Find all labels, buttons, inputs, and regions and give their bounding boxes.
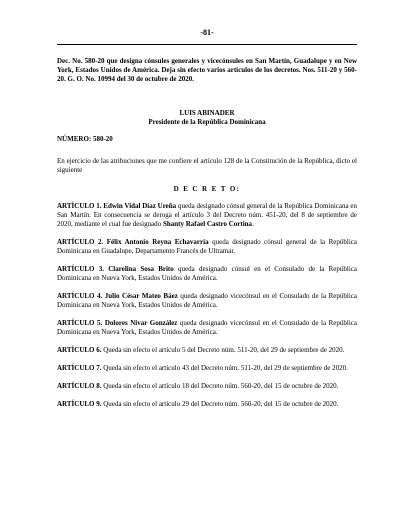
article-label: ARTÍCULO 9. xyxy=(57,400,102,408)
article-label: ARTÍCULO 7. xyxy=(57,364,102,372)
document-page xyxy=(57,0,357,409)
article-6 xyxy=(57,346,357,355)
article-name: Dolores Nivar González xyxy=(104,319,178,327)
article-name: Clarelina Sosa Brito xyxy=(108,265,174,273)
article-7 xyxy=(57,364,357,373)
article-text: Queda sin efecto el artículo 43 del Decreto núm. 511-20, del 29 de septiembre de 2020. xyxy=(101,364,348,372)
article-4 xyxy=(57,292,357,310)
article-3 xyxy=(57,265,357,283)
article-list xyxy=(57,202,357,409)
article-text: queda designado cónsul en el Consulado de la República Dominicana en Nueva York, Estados Unidos de América. xyxy=(57,265,358,282)
article-label: ARTÍCULO 1. xyxy=(57,202,102,210)
page-number: -81- xyxy=(200,28,214,37)
article-text: queda designado cónsul general de la República Dominicana en San Martín. En consecuencia se deroga el artículo 3 del Decreto núm. 451-20, del 8 de septiembre de 2020, mediante el cual fue designado xyxy=(57,202,358,228)
article-label: ARTÍCULO 5. xyxy=(57,319,103,327)
article-5 xyxy=(57,319,357,337)
author-block xyxy=(57,109,357,127)
article-text: Queda sin efecto el artículo 5 del Decreto núm. 511-20, del 29 de septiembre de 2020. xyxy=(101,346,345,354)
author-name: LUIS ABINADER xyxy=(179,109,235,117)
article-label: ARTÍCULO 6. xyxy=(57,346,102,354)
decreto-heading: D E C R E T O: xyxy=(173,185,241,193)
article-label: ARTÍCULO 4. xyxy=(57,292,103,300)
header-rule xyxy=(57,44,357,45)
article-name: Félix Antonio Reyna Echavarría xyxy=(106,238,209,246)
article-extra-name: Shanty Rafael Castro Cortina xyxy=(162,220,253,228)
article-text: queda designado vicecónsul en el Consulado de la República Dominicana en Nueva York, Estados Unidos de América. xyxy=(57,292,357,309)
article-name: Edwin Vidal Díaz Ureña xyxy=(103,202,177,210)
article-8 xyxy=(57,382,357,391)
article-text: Queda sin efecto el artículo 18 del Decreto núm. 560-20, del 15 de octubre de 2020. xyxy=(101,382,339,390)
article-text: queda designado cónsul general de la República Dominicana en Guadalupe, Departamento Francés de Ultramar. xyxy=(57,238,358,255)
article-name: Julio César Mateo Báez xyxy=(104,292,178,300)
intro-paragraph: En ejercicio de las atribuciones que me confiere el artículo 128 de la Constitución de la República, dicto el siguiente xyxy=(57,157,357,174)
article-1 xyxy=(57,202,357,229)
decree-number: NÚMERO: 580-20 xyxy=(57,135,113,143)
decree-summary: Dec. No. 580-20 que designa cónsules generales y vicecónsules en San Martín, Guadalupe y en New York, Estados Unidos de América. Deja sin efecto varios artículos de los decretos. Nos. 511-20 y 560-20. G. O. No. 10994 del 30 de octubre de 2020. xyxy=(57,57,357,83)
article-label: ARTÍCULO 2. xyxy=(57,238,104,246)
article-label: ARTÍCULO 8. xyxy=(57,382,102,390)
article-label: ARTÍCULO 3. xyxy=(57,265,104,273)
article-text: Queda sin efecto el artículo 29 del Decreto núm. 560-20, del 15 de octubre de 2020. xyxy=(101,400,339,408)
article-tail: . xyxy=(252,220,254,228)
author-title: Presidente de la República Dominicana xyxy=(148,118,266,126)
article-9 xyxy=(57,400,357,409)
article-text: queda designado vicecónsul en el Consulado de la República Dominicana en Nueva York, Estados Unidos de América. xyxy=(57,319,357,336)
article-2 xyxy=(57,238,357,256)
